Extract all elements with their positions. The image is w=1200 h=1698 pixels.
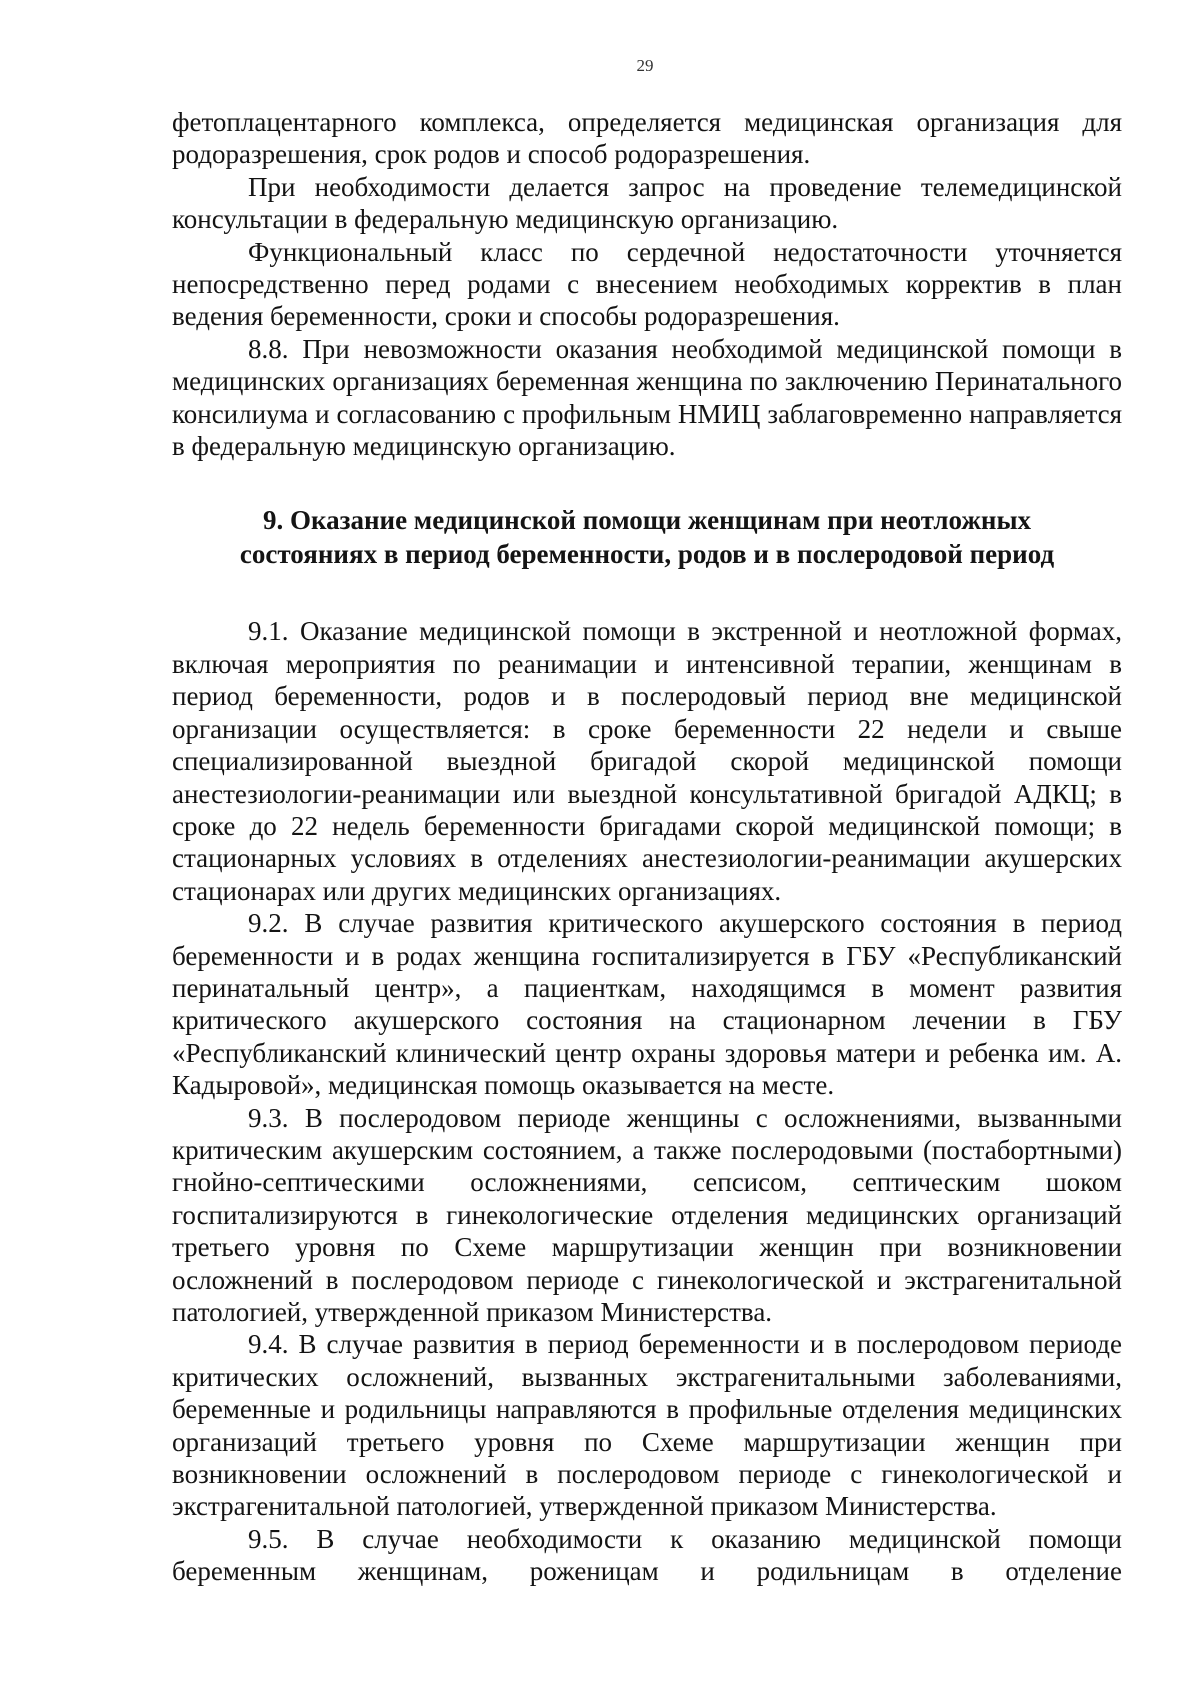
section-heading-line-1: 9. Оказание медицинской помощи женщинам при неотложных — [262, 505, 1032, 536]
paragraph-9-2: 9.2. В случае развития критического акушерского состояния в период беременности и в родах женщина госпитализируется в ГБУ «Республиканский перинатальный центр», а пациенткам, находящимся в момент развития критического акушерского состояния на стационарном лечении в ГБУ «Республиканский клинический центр охраны здоровья матери и ребенка им. А. Кадыровой», медицинская помощь оказывается на месте. — [172, 908, 1122, 1101]
paragraph-functional-class: Функциональный класс по сердечной недостаточности уточняется непосредственно перед родами с внесением необходимых корректив в план ведения беременности, сроки и способы родоразрешения. — [172, 236, 1122, 332]
paragraph-9-1: 9.1. Оказание медицинской помощи в экстренной и неотложной формах, включая мероприятия по реанимации и интенсивной терапии, женщинам в период беременности, родов и в послеродовый период вне медицинской организации осуществляется: в сроке беременности 22 недели и свыше специализированной выездной бригадой скорой медицинской помощи анестезиологии-реанимации или выездной консультативной бригадой АДКЦ; в сроке до 22 недель беременности бригадами скорой медицинской помощи; в стационарных условиях в отделениях анестезиологии-реанимации акушерских стационарах или других медицинских организациях. — [172, 616, 1122, 906]
paragraph-9-5: 9.5. В случае необходимости к оказанию медицинской помощи беременным женщинам, роженицам и родильницам в отделение — [172, 1523, 1122, 1587]
section-heading-9 — [172, 503, 1122, 571]
page-number: 29 — [636, 56, 654, 75]
document-body — [172, 106, 1122, 1588]
section-heading-line-2: состояниях в период беременности, родов и в послеродовой период — [239, 539, 1055, 570]
paragraph-9-3: 9.3. В послеродовом периоде женщины с осложнениями, вызванными критическим акушерским состоянием, а также послеродовыми (постабортными) гнойно-септическими осложнениями, сепсисом, септическим шоком госпитализируются в гинекологические отделения медицинских организаций третьего уровня по Схеме маршрутизации женщин при возникновении осложнений в послеродовом периоде с гинекологической и экстрагенитальной патологией, утвержденной приказом Министерства. — [172, 1102, 1122, 1327]
paragraph-continuation: фетоплацентарного комплекса, определяется медицинская организация для родоразрешения, срок родов и способ родоразрешения. — [172, 107, 1122, 170]
paragraph-9-4: 9.4. В случае развития в период беременности и в послеродовом периоде критических осложнений, вызванных экстрагенитальными заболеваниями, беременные и родильницы направляются в профильные отделения медицинских организаций третьего уровня по Схеме маршрутизации женщин при возникновении осложнений в послеродовом периоде с гинекологической и экстрагенитальной патологией, утвержденной приказом Министерства. — [172, 1329, 1122, 1522]
paragraph-telemedicine: При необходимости делается запрос на проведение телемедицинской консультации в федеральную медицинскую организацию. — [172, 171, 1122, 235]
paragraph-8-8: 8.8. При невозможности оказания необходимой медицинской помощи в медицинских организациях беременная женщина по заключению Перинатального консилиума и согласованию с профильным НМИЦ заблаговременно направляется в федеральную медицинскую организацию. — [172, 333, 1122, 462]
